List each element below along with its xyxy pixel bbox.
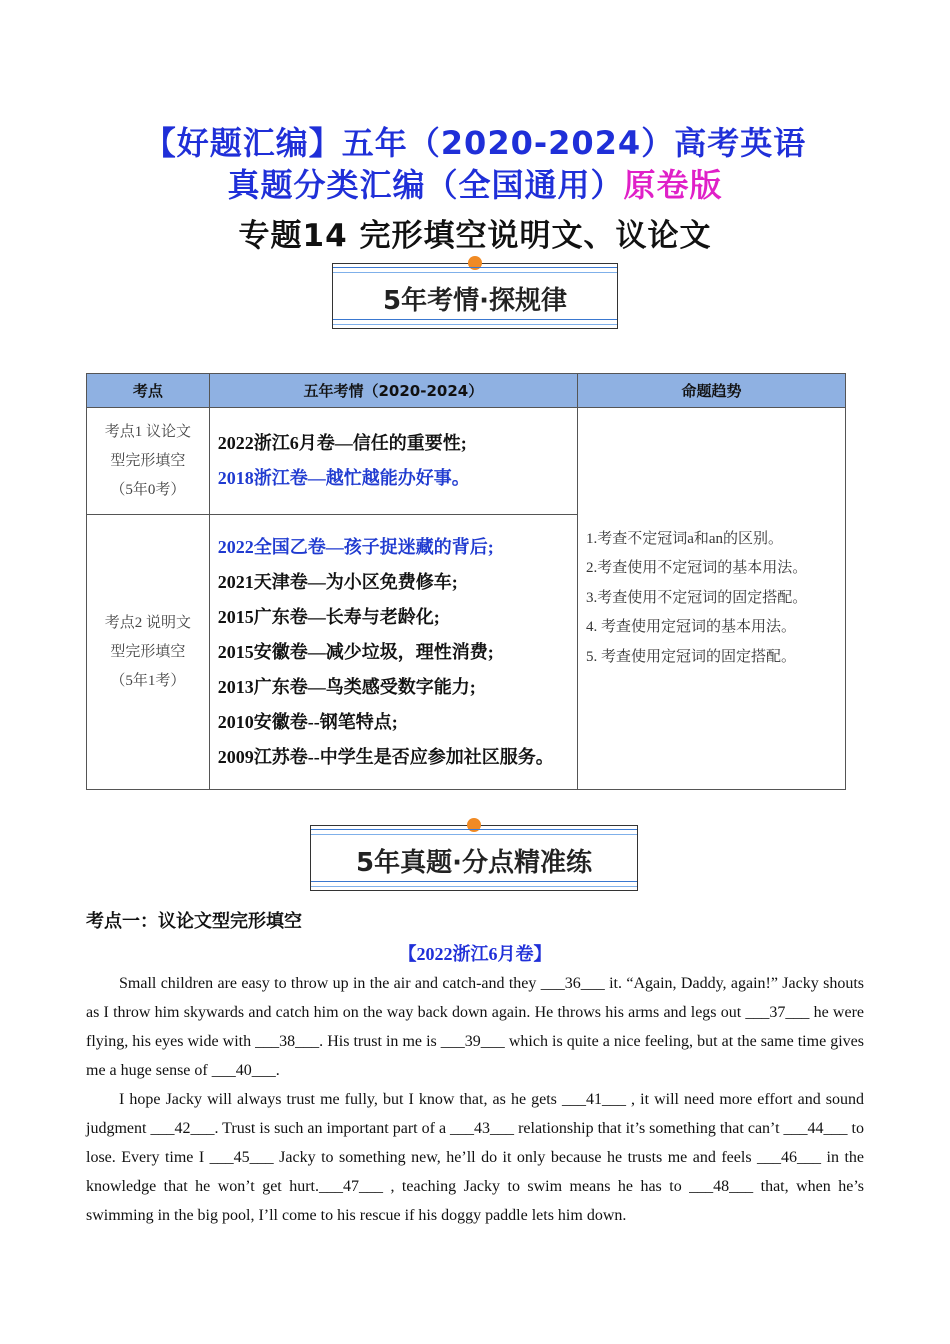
doc-title-line2: [0, 160, 950, 206]
trend-item: 1.考查不定冠词a和an的区别。: [585, 530, 784, 547]
section-heading: 考点一：议论文型完形填空: [86, 911, 302, 932]
table-header-point: 考点: [87, 374, 210, 408]
exam-trends-table: [86, 373, 846, 790]
banner-top-rule: [311, 829, 637, 835]
exam-point-count: （5年1考）: [110, 672, 186, 689]
table-header-trend: 命题趋势: [577, 374, 845, 408]
banner-bottom-rule: [333, 319, 617, 325]
exam-history-item: 2009江苏卷--中学生是否应参加社区服务。: [217, 746, 554, 767]
exam-history-item: 2021天津卷—为小区免费修车;: [217, 571, 458, 592]
banner-top-rule: [333, 267, 617, 273]
cloze-passage: [86, 969, 864, 1230]
banner-label: 5年真题·分点精准练: [356, 848, 592, 878]
exam-point-text: 考点2 说明文: [104, 614, 191, 631]
exam-history-item: 2018浙江卷—越忙越能办好事。: [217, 468, 470, 488]
banner-exam-trends: [332, 263, 618, 329]
exam-history-item: 2015广东卷—长寿与老龄化;: [217, 606, 440, 627]
table-row: [87, 408, 846, 515]
exam-point-cell: [87, 515, 210, 790]
exam-point-text: 型完形填空: [110, 452, 186, 469]
exam-point-text: 考点1 议论文: [104, 423, 191, 440]
trend-item: 4. 考查使用定冠词的基本用法。: [585, 619, 796, 636]
exam-history-item: 2022浙江6月卷—信任的重要性;: [217, 433, 467, 453]
exam-history-item: 2013广东卷—鸟类感受数字能力;: [217, 676, 476, 697]
exam-history-cell: [209, 515, 577, 790]
table-header-history: 五年考情（2020-2024）: [209, 374, 577, 408]
doc-subtitle: 专题14 完形填空说明文、议论文: [238, 218, 712, 254]
exam-point-text: 型完形填空: [110, 643, 186, 660]
exam-history-item: 2010安徽卷--钢笔特点;: [217, 711, 398, 732]
exam-history-item: 2015安徽卷—减少垃圾，理性消费;: [217, 641, 494, 662]
doc-title-line2-accent: 原卷版: [623, 166, 723, 204]
trend-item: 3.考查使用不定冠词的固定搭配。: [585, 589, 808, 606]
exam-source-heading: 【2022浙江6月卷】: [398, 944, 552, 964]
trend-item: 5. 考查使用定冠词的固定搭配。: [585, 648, 796, 665]
passage-paragraph: I hope Jacky will always trust me fully, but I know that, as he gets ___41___ , it will need more effort and sound judgment ___42___. Trust is such an important part of a ___43___ relationship that it’s something that can’t ___44___ to lose. Every time I ___45___ Jacky to something new, he’ll do it only because he trusts me and feels ___46___ in the knowledge that he won’t get hurt.___47___ , teaching Jacky to swim means he has to ___48___ that, when he’s swimming in the big pool, I’ll come to his rescue if his doggy paddle lets him down.: [86, 1091, 864, 1224]
doc-title-line2-main: 真题分类汇编（全国通用）: [227, 166, 624, 204]
banner-bottom-rule: [311, 881, 637, 887]
exam-point-cell: [87, 408, 210, 515]
banner-label: 5年考情·探规律: [383, 286, 567, 316]
table-header-row: [87, 374, 846, 408]
exam-history-item: 2022全国乙卷—孩子捉迷藏的背后;: [217, 536, 494, 557]
trend-cell: [577, 408, 845, 790]
banner-real-exams: [310, 825, 638, 891]
exam-point-count: （5年0考）: [110, 481, 186, 498]
exam-history-cell: [209, 408, 577, 515]
passage-paragraph: Small children are easy to throw up in the air and catch-and they ___36___ it. “Again, Daddy, again!” Jacky shouts as I throw him skywards and catch him on the way back down again. He throws his arms and legs out ___37___ he were flying, his eyes wide with ___38___. His trust in me is ___39___ which is quite a nice feeling, but at the same time gives me a huge sense of ___40___.: [86, 975, 864, 1079]
trend-item: 2.考查使用不定冠词的基本用法。: [585, 560, 808, 577]
doc-title-line1: 【好题汇编】五年（2020-2024）高考英语: [143, 124, 807, 162]
